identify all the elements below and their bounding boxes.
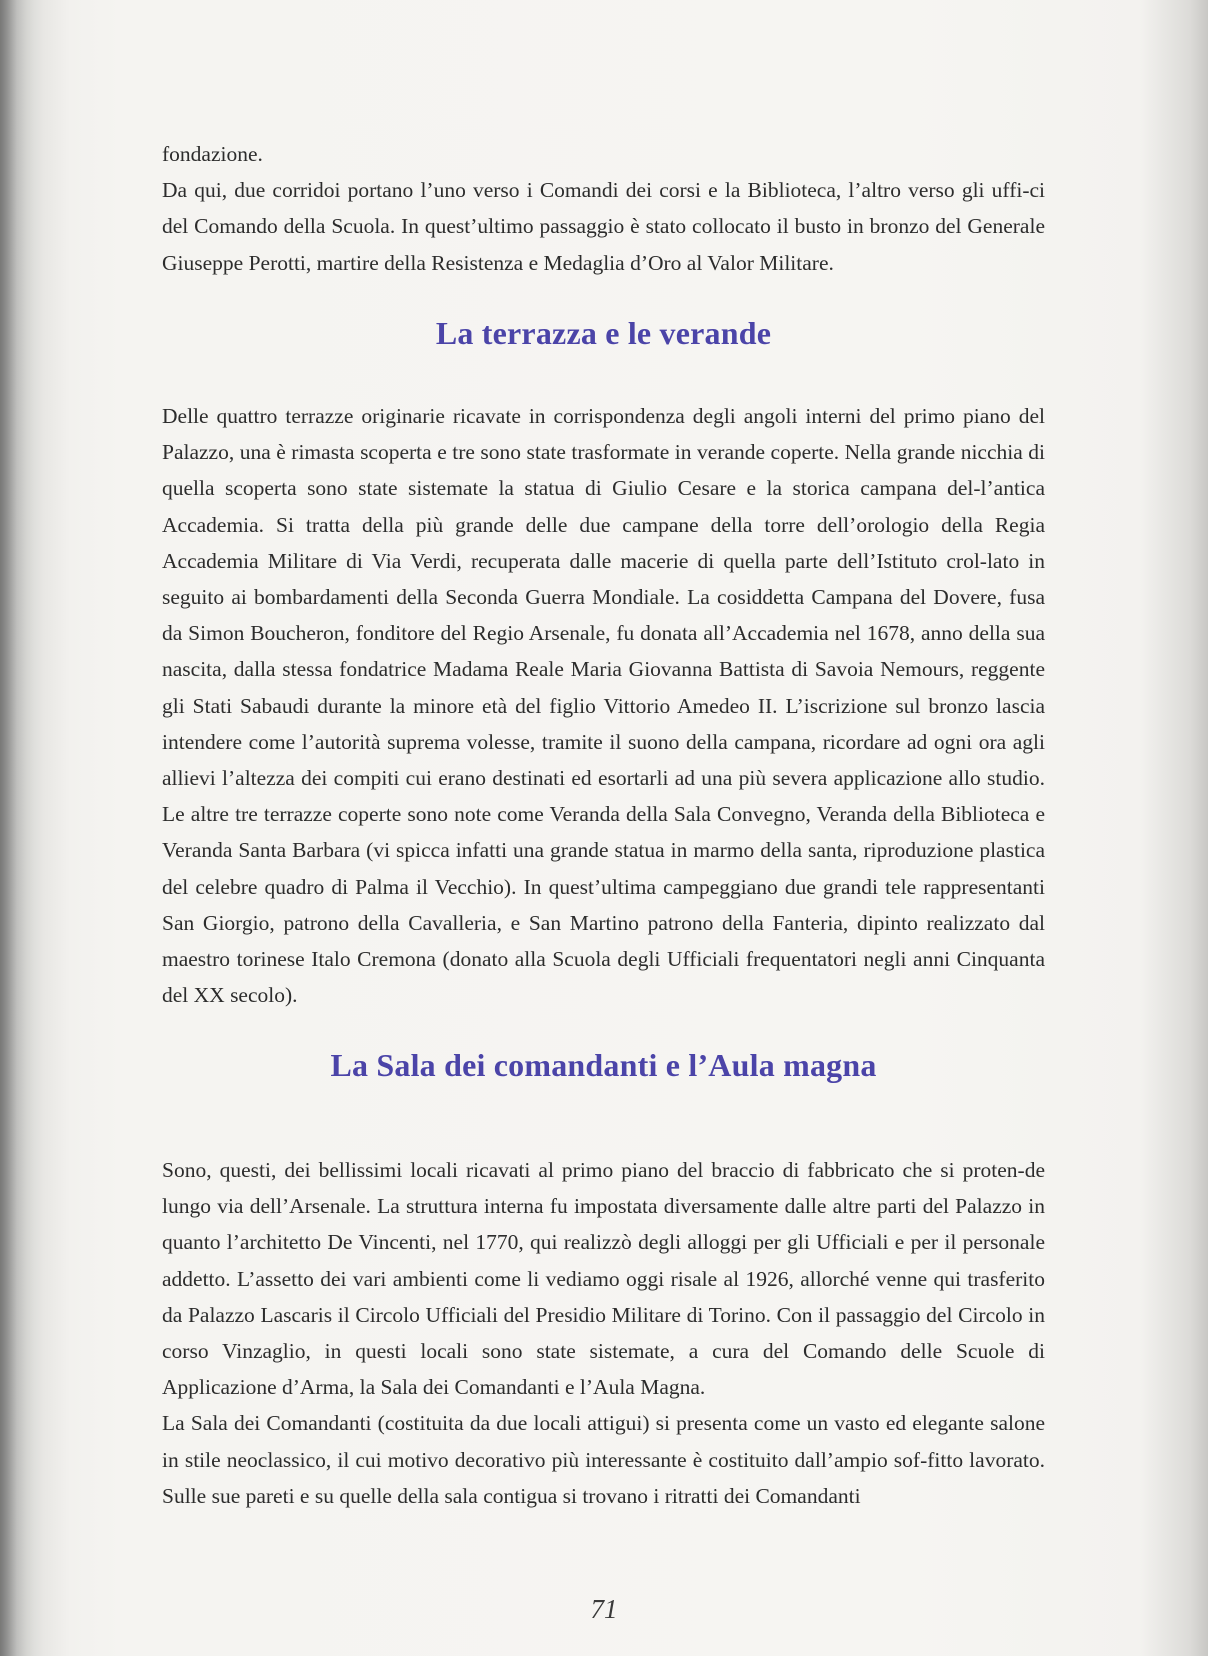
intro-line-fondazione: fondazione. — [162, 142, 263, 166]
page-number: 71 — [590, 1594, 618, 1624]
terrazza-paragraph: Delle quattro terrazze originarie ricavate in corrispondenza degli angoli interni del primo piano del Palazzo, una è rimasta scoperta e tre sono state trasformate in verande coperte. Nella grande nicchia di quella scoperta sono state sistemate la statua di Giulio Cesare e la storica campana del-l’antica Accademia. Si tratta della più grande delle due campane della torre dell’orologio della Regia Accademia Militare di Via Verdi, recuperata dalle macerie di quella parte dell’Istituto crol-lato in seguito ai bombardamenti della Seconda Guerra Mondiale. La cosiddetta Campana del Dovere, fusa da Simon Boucheron, fonditore del Regio Arsenale, fu donata all’Accademia nel 1678, anno della sua nascita, dalla stessa fondatrice Madama Reale Maria Giovanna Battista di Savoia Nemours, reggente gli Stati Sabaudi durante la minore età del figlio Vittorio Amedeo II. L’iscrizione sul bronzo lascia intendere come l’autorità suprema volesse, tramite il suono della campana, ricordare ad ogni ora agli allievi l’altezza dei compiti cui erano destinati ed esortarli ad una più severa applicazione allo studio. Le altre tre terrazze coperte sono note come Veranda della Sala Convegno, Veranda della Biblioteca e Veranda Santa Barbara (vi spicca infatti una grande statua in marmo della santa, riproduzione plastica del celebre quadro di Palma il Vecchio). In quest’ultima campeggiano due grandi tele rappresentanti San Giorgio, patrono della Cavalleria, e San Martino patrono della Fanteria, dipinto realizzato dal maestro torinese Italo Cremona (donato alla Scuola degli Ufficiali frequentatori negli anni Cinquanta del XX secolo). — [162, 404, 1045, 1008]
intro-paragraph: Da qui, due corridoi portano l’uno verso i Comandi dei corsi e la Biblioteca, l’altro verso gli uffi-ci del Comando della Scuola. In quest’ultimo passaggio è stato collocato il busto in bronzo del Generale Giuseppe Perotti, martire della Resistenza e Medaglia d’Oro al Valor Militare. — [162, 178, 1045, 275]
sala-paragraph-1: Sono, questi, dei bellissimi locali ricavati al primo piano del braccio di fabbricato che si proten-de lungo via dell’Arsenale. La struttura interna fu impostata diversamente dalle altre parti del Palazzo in quanto l’architetto De Vincenti, nel 1770, qui realizzò degli alloggi per gli Ufficiali e per il personale addetto. L’assetto dei vari ambienti come li vediamo oggi risale al 1926, allorché venne qui trasferito da Palazzo Lascaris il Circolo Ufficiali del Presidio Militare di Torino. Con il passaggio del Circolo in corso Vinzaglio, in questi locali sono state sistemate, a cura del Comando delle Scuole di Applicazione d’Arma, la Sala dei Comandanti e l’Aula Magna. — [162, 1158, 1045, 1400]
heading-terrazza: La terrazza e le verande — [435, 315, 772, 351]
sala-block — [162, 1152, 1045, 1514]
intro-block — [162, 136, 1045, 281]
terrazza-block — [162, 398, 1045, 1013]
sala-paragraph-2: La Sala dei Comandanti (costituita da due locali attigui) si presenta come un vasto ed elegante salone in stile neoclassico, il cui motivo decorativo più interessante è costituito dall’ampio sof-fitto lavorato. Sulle sue pareti e su quelle della sala contigua si trovano i ritratti dei Comandanti — [162, 1411, 1045, 1508]
heading-sala-comandanti: La Sala dei comandanti e l’Aula magna — [330, 1047, 877, 1083]
binding-shadow — [0, 0, 34, 1656]
